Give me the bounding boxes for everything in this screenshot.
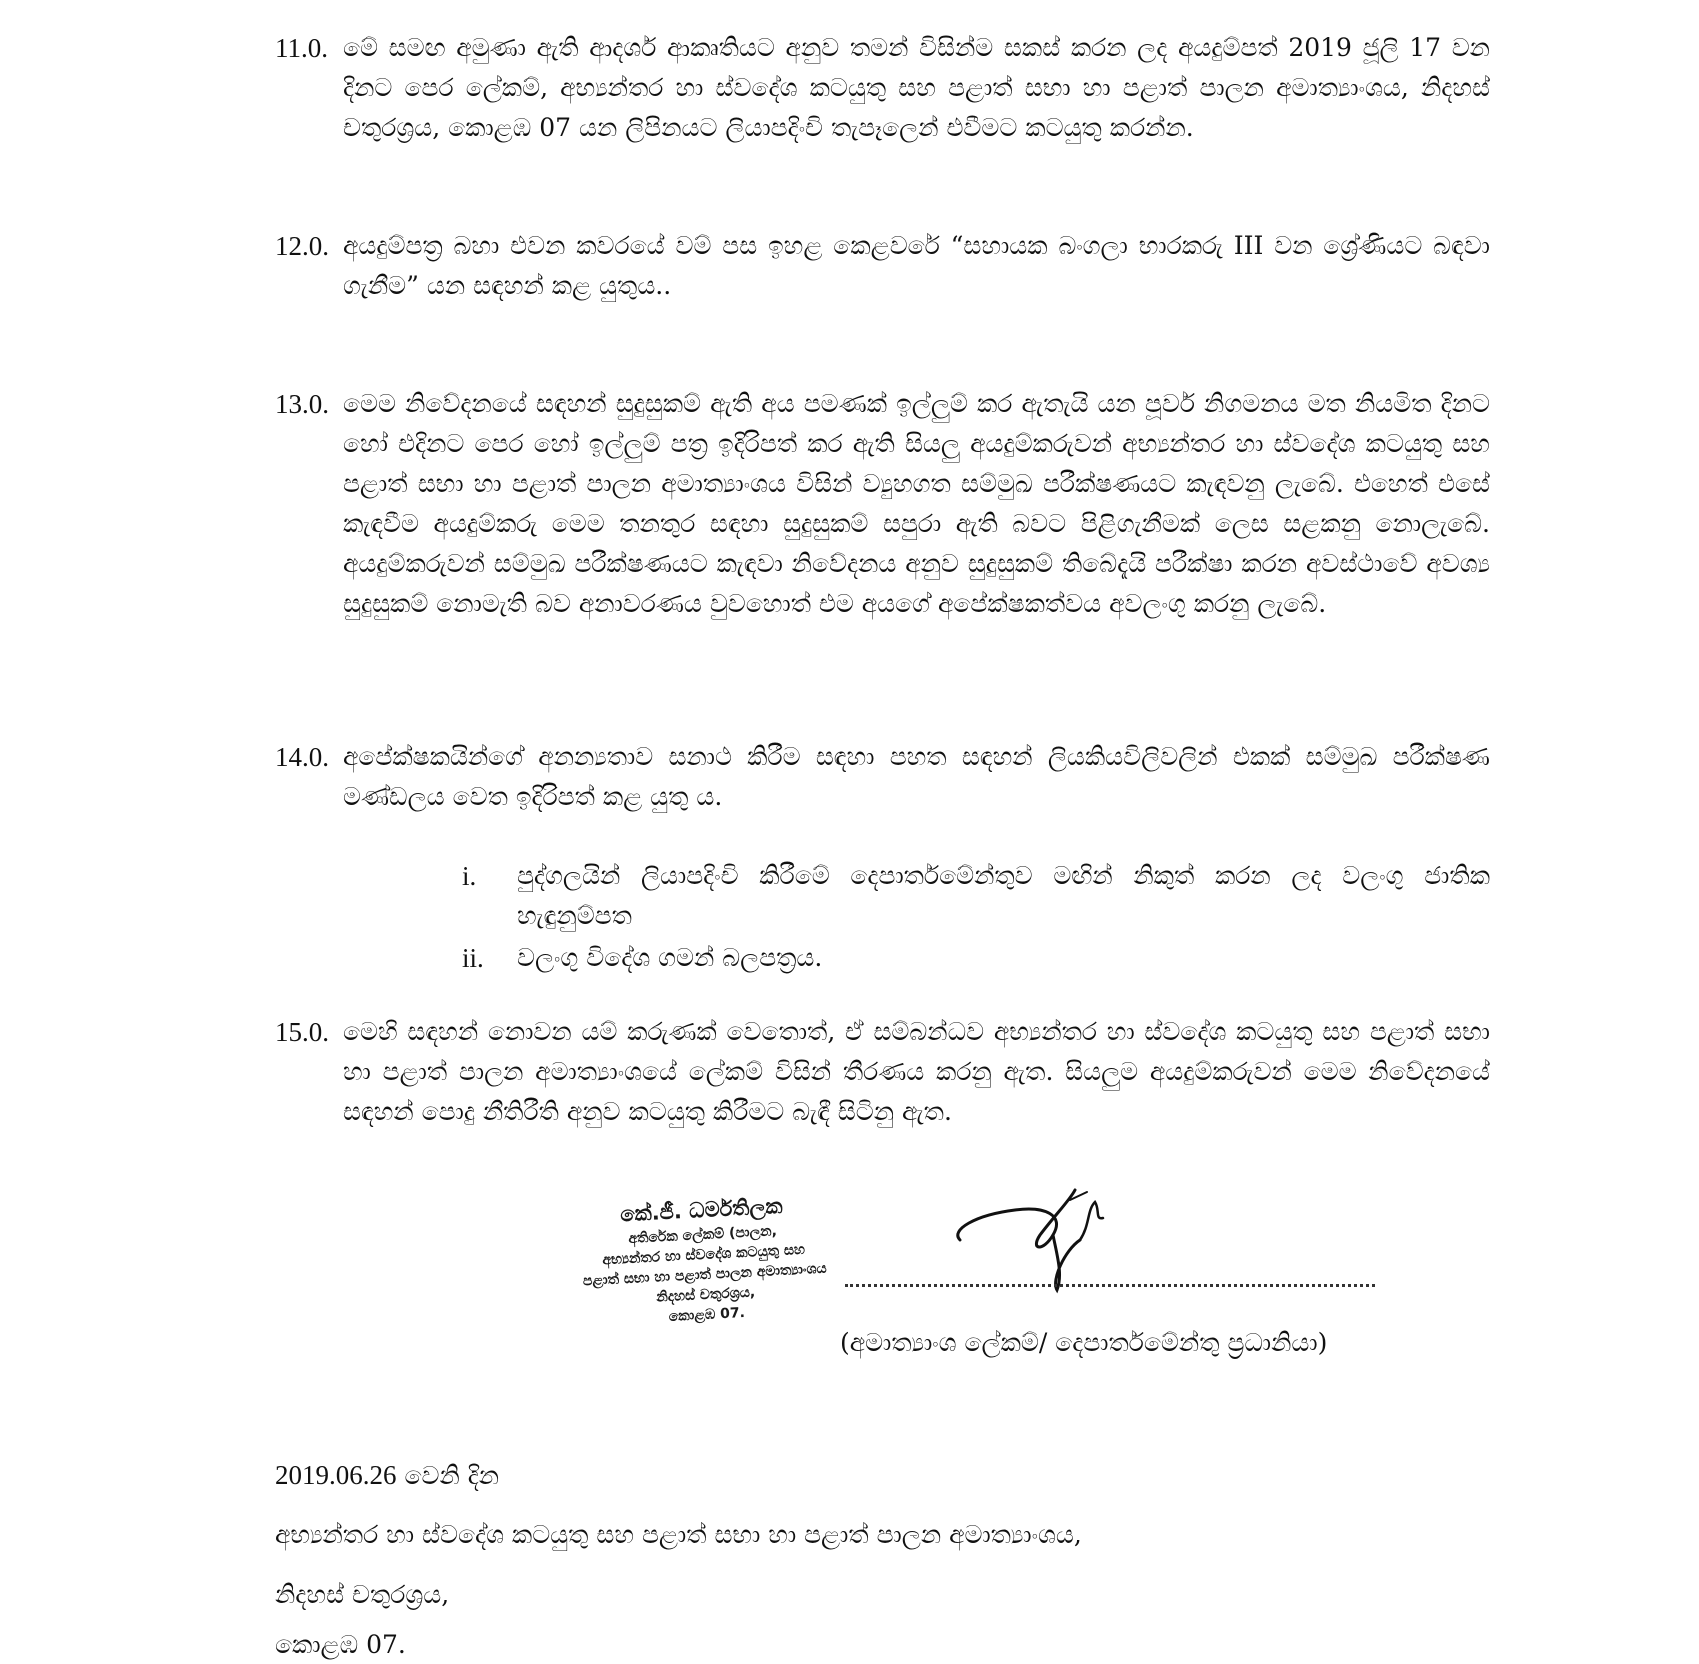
stamp-line: නිදහස් චතුරශ්‍රය, xyxy=(656,1284,756,1306)
list-marker: i. xyxy=(462,861,477,891)
signature-caption: (අමාත්‍යාංශ ලේකම්/ දෙපාර්තමේන්තු ප්‍රධානියා) xyxy=(840,1328,1328,1357)
clause-14 xyxy=(275,737,1490,817)
date-suffix: වෙනි දින xyxy=(396,1461,500,1490)
clause-text: මෙහි සඳහන් නොවන යම් කරුණක් වෙතොත්, ඒ සම්බන්ධව අභ්‍යන්තර හා ස්වදේශ කටයුතු සහ පළාත් සභා හා පළාත් පාලන අමාත්‍යාංශයේ ලේකම් විසින් තීරණය කරනු ඇත. සියලුම අයදුම්කරුවන් මෙම නිවේදනයේ සඳහන් පොදු නීතිරීති අනුව කටයුතු කිරීමට බැඳී සිටිනු ඇත. xyxy=(343,1017,1490,1126)
official-stamp xyxy=(516,1185,894,1374)
footer-ministry: අභ්‍යන්තර හා ස්වදේශ කටයුතු සහ පළාත් සභා හා පළාත් පාලන අමාත්‍යාංශය, xyxy=(275,1520,1082,1549)
footer-date xyxy=(275,1458,499,1493)
list-item-text: වලංගු විදේශ ගමන් බලපත්‍රය. xyxy=(517,943,823,972)
date-number: 2019.06.26 xyxy=(275,1460,397,1490)
clause-number: 14.0. xyxy=(275,742,329,772)
clause-12 xyxy=(275,226,1490,306)
clause-number: 12.0. xyxy=(275,231,329,261)
clause-number: 15.0. xyxy=(275,1017,329,1047)
clause-text: මෙම නිවේදනයේ සඳහන් සුදුසුකම් ඇති අය පමණක් ඉල්ලුම් කර ඇතැයි යන පූර්ව නිගමනය මත නියමිත දිනට හෝ එදිනට පෙර හෝ ඉල්ලුම් පත්‍ර ඉදිරිපත් කර ඇති සියලු අයදුම්කරුවන් අභ්‍යන්තර හා ස්වදේශ කටයුතු සහ පළාත් සභා හා පළාත් පාලන අමාත්‍යාංශය විසින් ව්‍යුහගත සම්මුඛ පරීක්ෂණයට කැඳවනු ලැබේ. එහෙත් එසේ කැඳවීම අයදුම්කරු මෙම තනතුර සඳහා සුදුසුකම් සපුරා ඇති බවට පිළිගැනීමක් ලෙස සළකනු නොලැබේ. අයදුම්කරුවන් සම්මුඛ පරීක්ෂණයට කැඳවා නිවේදනය අනුව සුදුසුකම් තිබේදැයි පරීක්ෂා කරන අවස්ථාවේ අවශ්‍ය සුදුසුකම් නොමැති බව අනාවරණය වුවහොත් එම අයගේ අපේක්ෂකත්වය අවලංගු කරනු ලැබේ. xyxy=(343,389,1490,618)
footer-place: නිදහස් චතුරශ්‍රය, xyxy=(275,1580,450,1609)
clause-number: 11.0. xyxy=(275,33,328,63)
clause-text: මේ සමඟ අමුණා ඇති ආදර්ශ ආකෘතියට අනුව තමන් විසින්ම සකස් කරන ලද අයදුම්පත් 2019 ජූලි 17 වන දිනට පෙර ලේකම්, අභ්‍යන්තර හා ස්වදේශ කටයුතු සහ පළාත් සභා හා පළාත් පාලන අමාත්‍යාංශය, නිදහස් චතුරශ්‍රය, කොළඹ 07 යන ලිපිනයට ලියාපදිංචි තැපෑලෙන් එවීමට කටයුතු කරන්න. xyxy=(343,33,1490,142)
id-document-list xyxy=(462,856,1490,978)
stamp-line: කොළඹ 07. xyxy=(668,1304,746,1325)
list-item xyxy=(462,938,1490,978)
stamp-line: අතිරේක ලේකම් (පාලන, xyxy=(628,1223,778,1247)
footer-city: කොළඹ 07. xyxy=(275,1630,406,1659)
stamp-line: පළාත් සභා හා පළාත් පාලන අමාත්‍යාංශය xyxy=(582,1260,827,1290)
clause-13 xyxy=(275,384,1490,624)
signature-dotted-line xyxy=(845,1282,1375,1287)
list-item xyxy=(462,856,1490,936)
list-marker: ii. xyxy=(462,943,484,973)
stamp-line: අභ්‍යන්තර හා ස්වදේශ කටයුතු සහ xyxy=(602,1241,806,1269)
stamp-name: කේ.ජී. ධර්මතිලක xyxy=(619,1193,784,1227)
clause-text: අයදුම්පත්‍ර බහා එවන කවරයේ වම් පස ඉහළ කෙළවරේ “සහායක බංගලා භාරකරු III වන ශ්‍රේණියට බඳවා ගැනීම” යන සඳහන් කළ යුතුය.. xyxy=(343,231,1490,300)
clause-number: 13.0. xyxy=(275,389,329,419)
list-item-text: පුද්ගලයින් ලියාපදිංචි කිරීමේ දෙපාර්තමේන්තුව මඟින් නිකුත් කරන ලද වලංගු ජාතික හැඳුනුම්පත xyxy=(517,861,1490,930)
clause-text: අපේක්ෂකයින්ගේ අනන්‍යතාව සනාථ කිරීම සඳහා පහත සඳහන් ලියකියවිලිවලින් එකක් සම්මුඛ පරීක්ෂණ මණ්ඩලය වෙත ඉදිරිපත් කළ යුතු ය. xyxy=(343,742,1490,811)
clause-11 xyxy=(275,28,1490,148)
clause-15 xyxy=(275,1012,1490,1132)
